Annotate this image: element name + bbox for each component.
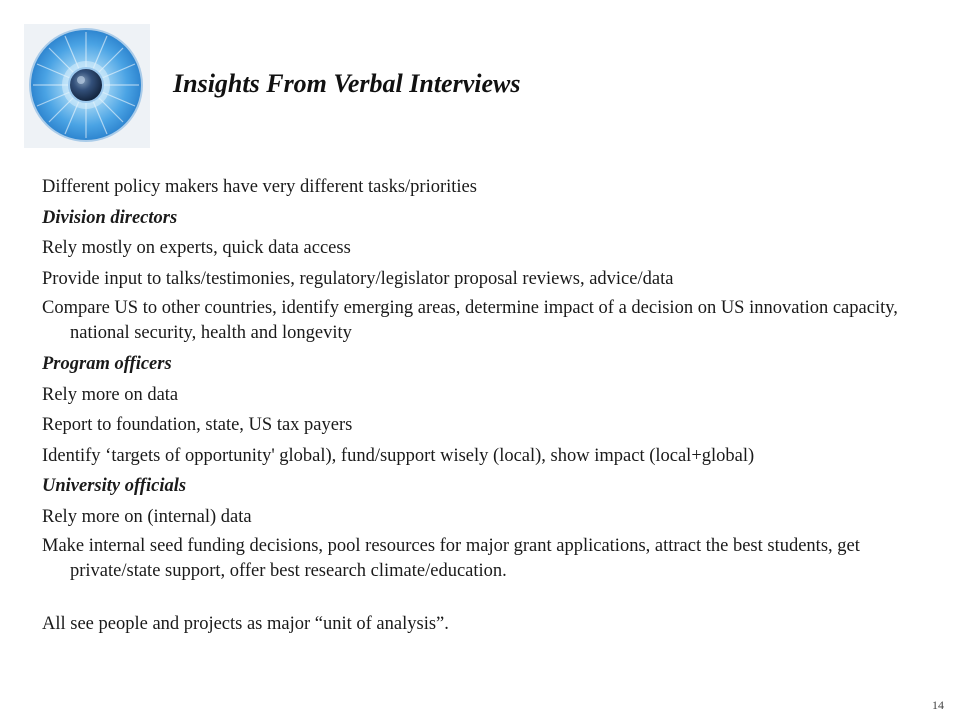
list-item: Report to foundation, state, US tax payers bbox=[42, 415, 353, 435]
intro-text: Different policy makers have very different tasks/priorities bbox=[42, 177, 477, 197]
page-number: 14 bbox=[932, 698, 944, 712]
slide-title: Insights From Verbal Interviews bbox=[173, 69, 521, 98]
section-heading-program-officers: Program officers bbox=[42, 354, 172, 374]
section-heading-division-directors: Division directors bbox=[42, 207, 178, 228]
list-item: Rely mostly on experts, quick data access bbox=[42, 238, 351, 258]
spacer bbox=[42, 587, 947, 609]
section-heading-university-officials: University officials bbox=[42, 476, 187, 496]
list-item: Make internal seed funding decisions, pool resources for major grant applications, attract the best students, get private/state support, offer best research climate/education. bbox=[42, 536, 860, 581]
iris-eye-icon bbox=[24, 24, 150, 148]
list-item: Provide input to talks/testimonies, regulatory/legislator proposal reviews, advice/data bbox=[42, 268, 674, 289]
conclusion-text: All see people and projects as major “unit of analysis”. bbox=[42, 614, 449, 634]
list-item: Rely more on (internal) data bbox=[42, 506, 252, 527]
list-item: Identify ‘targets of opportunity' global), fund/support wisely (local), show impact (local+global) bbox=[42, 445, 755, 466]
list-item: Rely more on data bbox=[42, 384, 179, 405]
list-item: Compare US to other countries, identify emerging areas, determine impact of a decision on US innovation capacity, national security, health and longevity bbox=[42, 298, 898, 343]
logo-box bbox=[24, 24, 150, 148]
slide-body bbox=[42, 172, 947, 640]
